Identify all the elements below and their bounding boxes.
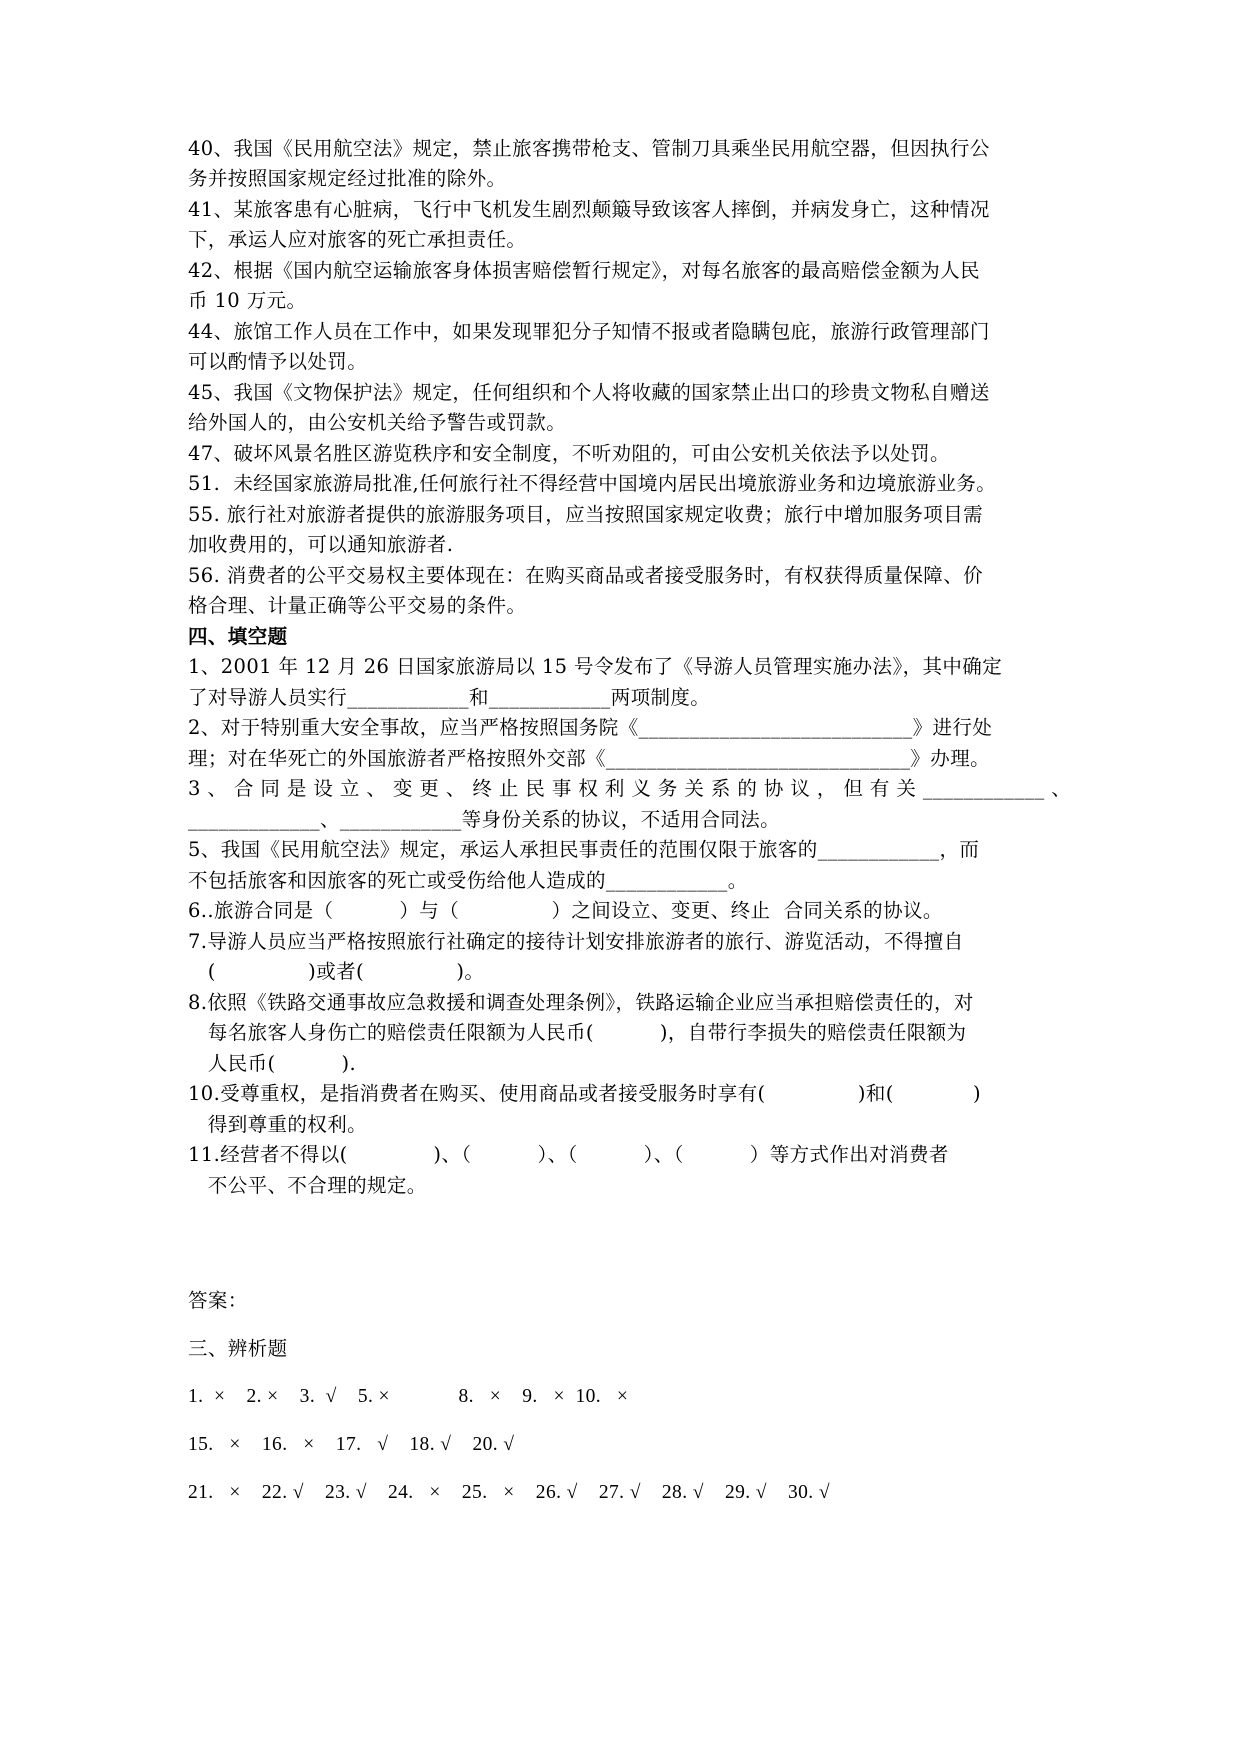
answer-row: 21. × 22. √ 23. √ 24. × 25. × 26. √ 27. √ 28. √ 29. √ 30. √ <box>188 1482 830 1503</box>
answers-heading: 答案： <box>188 1289 248 1312</box>
text-line: 10.受尊重权，是指消费者在购买、使用商品或者接受服务时享有( )和( ) <box>188 1082 982 1105</box>
text-line: 可以酌情予以处罚。 <box>188 350 368 373</box>
text-line: 给外国人的，由公安机关给予警告或罚款。 <box>188 411 567 434</box>
text-line: 44、旅馆工作人员在工作中，如果发现罪犯分子知情不报或者隐瞒包庇，旅游行政管理部门 <box>188 320 990 343</box>
text-line: _____________、____________等身份关系的协议，不适用合同法。 <box>188 808 781 831</box>
text-line: 47、破坏风景名胜区游览秩序和安全制度，不听劝阻的，可由公安机关依法予以处罚。 <box>188 442 950 465</box>
section-heading: 四、填空题 <box>188 625 288 648</box>
text-line: 理；对在华死亡的外国旅游者严格按照外交部《______________________________》办理。 <box>188 747 991 770</box>
text-line: 2、对于特别重大安全事故，应当严格按照国务院《___________________________》进行处 <box>188 716 993 739</box>
text-line: 格合理、计量正确等公平交易的条件。 <box>188 594 527 617</box>
text-line: 5、我国《民用航空法》规定，承运人承担民事责任的范围仅限于旅客的____________，而 <box>188 838 980 861</box>
text-line: 51. 未经国家旅游局批准,任何旅行社不得经营中国境内居民出境旅游业务和边境旅游业务。 <box>188 472 997 495</box>
text-line: 加收费用的，可以通知旅游者. <box>188 533 454 556</box>
text-line: 8.依照《铁路交通事故应急救援和调查处理条例》，铁路运输企业应当承担赔偿责任的，对 <box>188 991 974 1014</box>
text-line: 不包括旅客和因旅客的死亡或受伤给他人造成的____________。 <box>188 869 748 892</box>
text-line: 56. 消费者的公平交易权主要体现在：在购买商品或者接受服务时，有权获得质量保障、价 <box>188 564 984 587</box>
text-line: 55. 旅行社对旅游者提供的旅游服务项目，应当按照国家规定收费；旅行中增加服务项目需 <box>188 503 984 526</box>
text-line: 1、2001 年 12 月 26 日国家旅游局以 15 号令发布了《导游人员管理实施办法》，其中确定 <box>188 655 1003 678</box>
text-line: 3 、 合 同 是 设 立 、 变 更 、 终 止 民 事 权 利 义 务 关 系 的 协 议 ， 但 有 关 ____________ 、 <box>188 777 1072 800</box>
text-line: 40、我国《民用航空法》规定，禁止旅客携带枪支、管制刀具乘坐民用航空器，但因执行公 <box>188 137 990 160</box>
answer-row: 1. × 2. × 3. √ 5. × 8. × 9. × 10. × <box>188 1386 629 1407</box>
text-line: 得到尊重的权利。 <box>188 1113 367 1136</box>
text-line: 11.经营者不得以( )、（ ）、（ ）、（ ）等方式作出对消费者 <box>188 1143 949 1166</box>
text-line: 41、某旅客患有心脏病，飞行中飞机发生剧烈颠簸导致该客人摔倒，并病发身亡，这种情况 <box>188 198 990 221</box>
text-line: ( )或者( )。 <box>188 960 485 983</box>
text-line: 不公平、不合理的规定。 <box>188 1174 427 1197</box>
text-line: 务并按照国家规定经过批准的除外。 <box>188 167 507 190</box>
text-line: 币 10 万元。 <box>188 289 307 312</box>
text-line: 了对导游人员实行____________和____________两项制度。 <box>188 686 711 709</box>
text-line: 7.导游人员应当严格按照旅行社确定的接待计划安排旅游者的旅行、游览活动，不得擅自 <box>188 930 964 953</box>
text-line: 每名旅客人身伤亡的赔偿责任限额为人民币( )，自带行李损失的赔偿责任限额为 <box>188 1021 967 1044</box>
text-line: 45、我国《文物保护法》规定，任何组织和个人将收藏的国家禁止出口的珍贵文物私自赠送 <box>188 381 990 404</box>
text-line: 42、根据《国内航空运输旅客身体损害赔偿暂行规定》，对每名旅客的最高赔偿金额为人民 <box>188 259 980 282</box>
text-line: 下，承运人应对旅客的死亡承担责任。 <box>188 228 527 251</box>
answer-row: 15. × 16. × 17. √ 18. √ 20. √ <box>188 1434 515 1455</box>
answers-section-heading: 三、辨析题 <box>188 1337 288 1360</box>
text-line: 6..旅游合同是（ ）与（ ）之间设立、变更、终止 合同关系的协议。 <box>188 899 943 922</box>
text-line: 人民币( ). <box>188 1052 357 1075</box>
